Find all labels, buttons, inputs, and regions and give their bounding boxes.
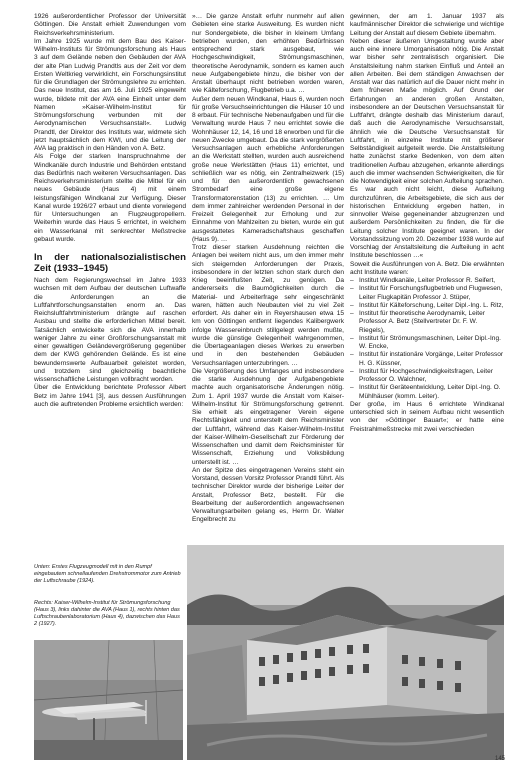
institute-list xyxy=(350,277,504,401)
page-number: 145 xyxy=(494,756,505,762)
list-item: – Institut für Kälteforschung, Leiter Dipl.-Ing. L. Ritz, xyxy=(350,302,504,310)
aircraft-model-illustration xyxy=(34,640,183,760)
paragraph: Nach dem Regierungswechsel im Jahre 1933 wuchsen mit dem Aufbau der deutschen Luftwaffe die Anforderungen an die Luftfahrtforschungsanstalten enorm an. Das Reichsluftfahrtministerium drängte auf raschen Ausbau und stellte die erforderlichen Mittel bereit. Tatsächlich entwickelte sich die AVA innerhalb weniger Jahre zu einer Großforschungsanstalt mit einer gewaltigen Geländevergrößerung gegenüber dem der KWG gehörenden Gelände. Es ist eine bewundernswerte Aufbauarbeit geleistet worden, und trotzdem sind gleichzeitig beachtliche wissenschaftliche Leistungen vollbracht worden. xyxy=(34,277,186,383)
list-item: – Institut für Forschungsflugbetrieb und Flugwesen, Leiter Flugkapitän Professor J. Stüper, xyxy=(350,285,504,302)
list-item: – Institut Windkanäle, Leiter Professor R. Seifert, xyxy=(350,277,504,285)
paragraph: Als Folge der starken Inanspruchnahme der Windkanäle durch Industrie und Behörden entstand das Bedürfnis nach weiteren Versuchsanlagen. Das Reichsverkehrsministerium stellte die Mittel für ein neues Gebäude (Haus 4) mit einem leistungsfähigen Windkanal zur Verfügung. Dieser Kanal wurde 1926/27 erbaut und diente vorwiegend für Untersuchungen an Flugzeugpropellern. Weiterhin wurde das Haus 5 errichtet, in welchem ein Wasserkanal mit senkrechter Meßstrecke gebaut wurde. xyxy=(34,153,186,243)
paragraph: Im Jahre 1925 wurde mit dem Bau des Kaiser-Wilhelm-Instituts für Strömungsforschung als Haus 3 auf dem Gelände neben den Gebäuden der AVA der alte Plan Ludwig Prandtls aus der Zeit vor dem Ersten Weltkrieg verwirklicht, ein Forschungsinstitut für die Grundlagen der Strömungslehre zu errichten. Das neue Institut, das am 16. Juli 1925 eingeweiht wurde, bildete mit der AVA eine Einheit unter dem Namen »Kaiser-Wilhelm-Institut für Strömungsforschung verbunden mit der Aerodynamischen Versuchsanstalt«. Ludwig Prandtl, der Direktor des Instituts war, widmete sich jetzt hauptsächlich dem KWI, und die Leitung der AVA lag praktisch in den Händen von A. Betz. xyxy=(34,37,186,152)
list-item: – Institut für Hochgeschwindigkeitsfragen, Leiter Professor O. Walchner, xyxy=(350,368,504,385)
paragraph: Soweit die Ausführungen von A. Betz. Die erwähnten acht Institute waren: xyxy=(350,260,504,276)
paragraph: Über die Entwicklung berichtete Professor Albert Betz im Jahre 1941 [3], aus dessen Ausführungen auch die auftretenden Probleme ersichtlich werden: xyxy=(34,384,186,408)
paragraph: »… Die ganze Anstalt erfuhr nunmehr auf allen Gebieten eine starke Ausweitung. Es wurden nicht nur Sondergebiete, die bisher in kleinem Umfang betrieben wurden, den erhöhten Bedürfnissen entsprechend stark ausgebaut, wie Hochgeschwindigkeit, Strömungsmaschinen, theoretische Aerodynamik, sondern es kamen auch neue Aufgabengebiete hinzu, die bisher von der Anstalt überhaupt nicht betrieben worden waren, wie Kälteforschung, Flugbetrieb u.a. … xyxy=(192,13,344,95)
list-item: – Institut für theoretische Aerodynamik, Leiter Professor A. Betz (Stellvertreter Dr. F. W. Riegels), xyxy=(350,310,504,335)
paragraph: Trotz dieser starken Ausdehnung reichten die Anlagen bei weitem nicht aus, um den immer mehr sich steigernden Anforderungen der Praxis, insbesondere in der letzten schon stark durch den Krieg beeinflußten Zeit, zu genügen. Da andererseits die Baumöglichkeiten durch die Material- und Arbeiterfrage sehr eingeschränkt waren, hätten auch Neubauten viel zu viel Zeit erfordert. Als daher ein in Reyershausen etwa 15 km von Göttingen entfernt liegendes Kalibergwerk infolge Wassereinbruch stillgelegt werden mußte, wurde die günstige Gelegenheit wahrgenommen, die Übertageanlagen dieses Werkes zu erwerben und in den bestehenden Gebäuden Versuchsanlagen unterzubringen. … xyxy=(192,244,344,367)
text-column-3 xyxy=(350,13,504,434)
paragraph: An der Spitze des eingetragenen Vereins steht ein Vorstand, dessen Vorsitz Professor Prandtl führt. Als technischer Direktor wurde der bisherige Leiter der Anstalt, Professor Betz, bestellt. Für die Bearbeitung der außerordentlich angewachsenen Verwaltungsarbeiten gelang es, Herrn Dr. Walter Engelbrecht zu xyxy=(192,466,344,524)
institute-buildings-illustration xyxy=(187,545,504,760)
paragraph: Neben dieser äußeren Umgestaltung wurde aber auch eine innere Umorganisation nötig. Die Anstalt war bisher sehr zentralistisch organisiert. Die Anstaltsleitung nahm starken Einfluß und Anteil an allen Arbeiten. Bei dem ständigen Anwachsen der Anstalt war das natürlich auf die Dauer nicht mehr in dem früheren Maße möglich. Auf Grund der Erfahrungen an anderen großen Anstalten, insbesondere an der Deutschen Versuchsanstalt für Luftfahrt, drängte deshalb das Ministerium darauf, daß auch die Aerodynamische Versuchsanstalt, ähnlich wie die Deutsche Versuchsanstalt für Luftfahrt, in einzelne Institute mit größerer Selbständigkeit aufgeteilt werde. Die Anstaltsleitung hatte zunächst starke Bedenken, von dem alten traditionellen Aufbau abzugehen, erkannte allerdings auch die immer wachsenden Schwierigkeiten, die für die Notwendigkeit einer solchen Aufteilung sprachen. Es war auch nicht leicht, diese Aufteilung durchzuführen, die Arbeitsgebiete, die sich aus der historischen Entwicklung ergeben hatten, in sinnvoller Weise gegeneinander abzugrenzen und außerdem Persönlichkeiten zu finden, die für die Leitung solcher Institute geeignet waren. In der Vorstandssitzung vom 20. Dezember 1938 wurde auf Vorschlag der Anstaltsleitung die Aufteilung in acht Institute beschlossen …« xyxy=(350,37,504,260)
list-item: – Institut für Strömungsmaschinen, Leiter Dipl.-Ing. W. Encke, xyxy=(350,335,504,352)
text-column-1 xyxy=(34,13,186,409)
section-heading: In der nationalsozialistischen Zeit (1933–1945) xyxy=(34,252,186,274)
paragraph: Der große, im Haus 6 errichtete Windkanal unterschied sich in seinem Aufbau nicht wesentlich von der »Göttinger Bauart«; er hatte eine Freistrahlmeßstrecke mit zwei verschieden xyxy=(350,400,504,433)
photo-caption-model: Unten: Erstes Flugzeugmodell mit in den Rumpf eingebautem schnellaufenden Drehstrommotor zum Antrieb der Luftschraube (1924). xyxy=(34,564,181,584)
photo-caption-institute: Rechts: Kaiser-Wilhelm-Institut für Strömungsforschung (Haus 3), links dahinter die AVA (Haus 1), rechts hinten das Luftschraubenlaboratorium (Haus 4), dazwischen das Haus 2 (1927). xyxy=(34,600,180,627)
paragraph: Die Vergrößerung des Umfanges und insbesondere die starke Ausdehnung der Aufgabengebiete machte auch organisatorische Änderungen nötig. Zum 1. April 1937 wurde die Anstalt vom Kaiser-Wilhelm-Institut für Strömungsforschung getrennt. Sie erhielt als eingetragener Verein eigene Rechtsfähigkeit und unterstellt dem Reichsminister der Luftfahrt, während das Kaiser-Wilhelm-Institut der Kaiser-Wilhelm-Gesellschaft zur Förderung der Wissenschaften und damit dem Reichsminister für Wissenschaft, Erziehung und Volksbildung unterstellt ist. … xyxy=(192,367,344,466)
paragraph: gewinnen, der am 1. Januar 1937 als kaufmännischer Direktor die schwierige und wichtige Leitung der Anstalt auf diesem Gebiete übernahm. xyxy=(350,13,504,37)
list-item: – Institut für instationäre Vorgänge, Leiter Professor H. G. Küssner, xyxy=(350,351,504,368)
list-item: – Institut für Geräteentwicklung, Leiter Dipl.-Ing. O. Mühlhäuser (komm. Leiter). xyxy=(350,384,504,401)
text-column-2 xyxy=(192,13,344,525)
paragraph: Außer dem neuen Windkanal, Haus 6, wurden noch für große Versuchseinrichtungen die Häuser 10 und 8 erbaut. Für technische Nebenaufgaben und für die Verwaltung wurde Haus 7 neu errichtet sowie die Wohnhäuser 12, 14, 16 und 18 erworben und für die neuen Zwecke umgebaut. Da die stark vergrößerten Versuchsanlagen auch erhebliche Anforderungen an die Werkstatt stellten, wurden auch ausreichend große neue Werkstätten (Haus 11) errichtet, und schließlich war es nötig, ein Zentralheizwerk (15) und für den außerordentlich gewachsenen Strombedarf eine große eigene Transformatorenstation (13) zu errichten. … Um dem immer zahlreicher werdenden Personal in der Freizeit Gelegenheit zur Erholung und zur Einnahme von Mahlzeiten zu bieten, wurde ein gut ausgestattetes Kameradschaftshaus geschaffen (Haus 9). … xyxy=(192,95,344,243)
institute-buildings-photo xyxy=(187,545,504,760)
aircraft-model-photo xyxy=(34,640,183,760)
paragraph: 1926 außerordentlicher Professor der Universität Göttingen. Die Anstalt erhielt Zuwendungen vom Reichsverkehrsministerium. xyxy=(34,13,186,37)
